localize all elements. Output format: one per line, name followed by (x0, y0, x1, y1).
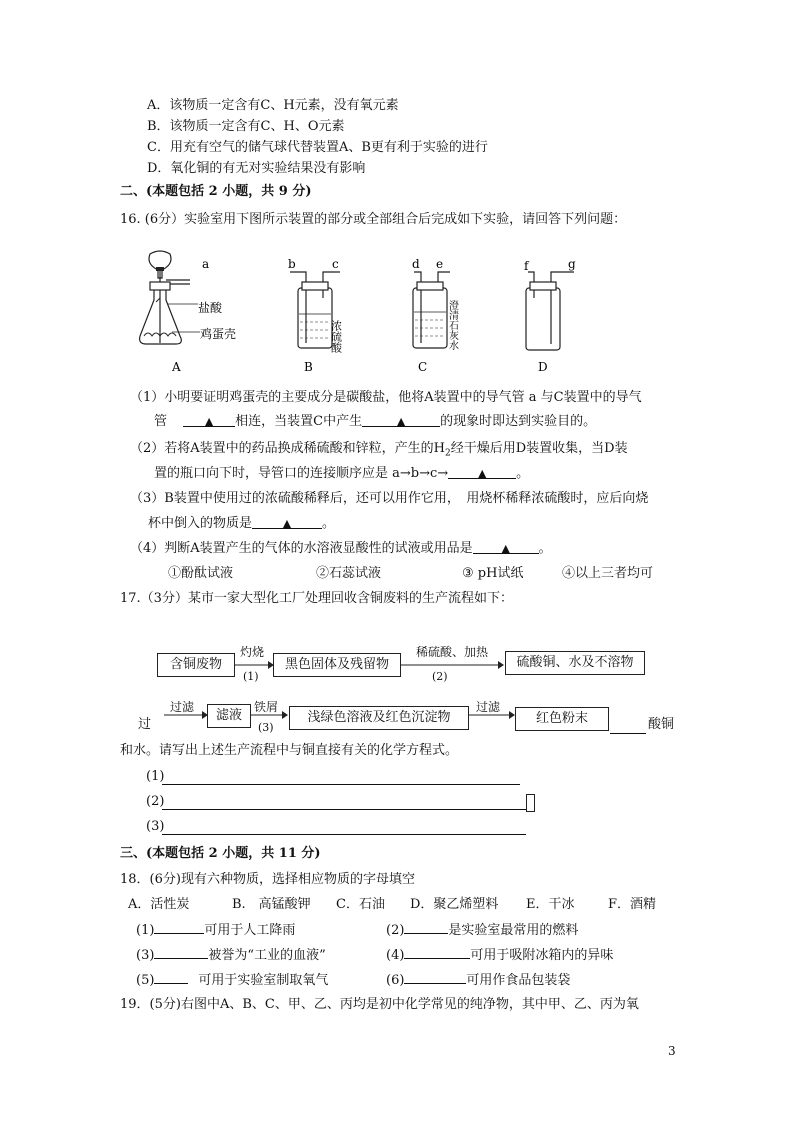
apparatus-b-port-right: c (332, 257, 339, 271)
q18-sub1 (136, 920, 295, 940)
q18-sub3 (136, 945, 326, 965)
q16-part2-text-c: 置的瓶口向下时，导管口的连接顺序应是 a→b→c→ (154, 466, 449, 481)
q16-part3-text: 杯中倒入的物质是 (148, 516, 253, 531)
q18-option-e: E．干冰 (526, 897, 575, 912)
q18-option-a: A．活性炭 (128, 897, 190, 912)
page-number: 3 (668, 1044, 676, 1058)
apparatus-a (140, 251, 200, 344)
q18-sub6 (386, 970, 570, 990)
section2-title: 二、(本题包括 2 小题，共 9 分) (120, 184, 312, 199)
q17-hidden-line-rule (610, 733, 646, 734)
q18-option-f: F．酒精 (608, 897, 657, 912)
triangle-icon: ▲ (282, 517, 292, 530)
q18-option-c: C．石油 (336, 897, 385, 912)
triangle-icon: ▲ (396, 415, 406, 428)
q16-part4-end: 。 (538, 541, 552, 556)
q17-line2: 和水。请写出上述生产流程中与铜直接有关的化学方程式。 (120, 743, 459, 758)
apparatus-d-label: D (538, 360, 548, 374)
q18-sub5-num: (5) (136, 973, 155, 988)
q16-part1-line1: （1）小明要证明鸡蛋壳的主要成分是碳酸盐，他将A装置中的导气管 a 与C装置中的导气 (130, 390, 642, 405)
q16-part1-line2 (154, 413, 596, 431)
triangle-icon: ▲ (204, 415, 214, 428)
flow-box-copper-waste: 含铜废物 (157, 653, 235, 677)
apparatus-c-label: C (418, 360, 428, 374)
apparatus-c-liquid: 澄清石灰水 (446, 300, 458, 350)
apparatus-a-label-hcl: 盐酸 (198, 301, 223, 315)
q18-sub2-text: 是实验室最常用的燃料 (448, 923, 579, 938)
flow-box-black-solid: 黑色固体及残留物 (273, 653, 401, 677)
q16-part3-end: 。 (322, 516, 336, 531)
q19-stem: 19．(5分)右图中A、B、C、甲、乙、丙均是初中化学常见的纯净物，其中甲、乙、丙为氧 (120, 997, 639, 1012)
q18-option-d: D．聚乙烯塑料 (410, 897, 499, 912)
flow-box-filtrate: 滤液 (207, 704, 251, 728)
q16-part4-opt2: ②石蕊试液 (316, 566, 382, 581)
q16-part2-line2 (154, 465, 529, 483)
flow-arrow-4-bottom: (3) (258, 721, 274, 734)
q17-answer3-line[interactable] (162, 834, 526, 835)
apparatus-figure (130, 248, 600, 376)
q16-part2-end: 。 (516, 466, 530, 481)
apparatus-a-label-egg: 鸡蛋壳 (200, 327, 237, 341)
q16-part1-text-c: 的现象时即达到实验目的。 (440, 414, 597, 429)
q15-option-b: B．该物质一定含有C、H、O元素 (147, 119, 345, 134)
q18-sub3-num: (3) (136, 948, 155, 963)
q16-part2-line1 (130, 440, 628, 463)
q16-part4-text: （4）判断A装置产生的气体的水溶液显酸性的试液或用品是 (130, 541, 473, 556)
text-cursor-box (526, 794, 535, 812)
q18-sub2-num: (2) (386, 923, 405, 938)
q18-sub1-text: 可用于人工降雨 (204, 923, 296, 938)
q16-part3-blank[interactable] (252, 515, 322, 529)
q18-sub5 (136, 970, 328, 990)
q18-sub5-text: 可用于实验室制取氧气 (198, 973, 329, 988)
q17-answer1-num: (1) (146, 769, 165, 784)
flow-box-green-solution: 浅绿色溶液及红色沉淀物 (289, 706, 469, 730)
q16-part2-text-a: （2）若将A装置中的药品换成稀硫酸和锌粒，产生的H (130, 441, 445, 456)
flow-arrow-2-bottom: (2) (432, 670, 448, 683)
q18-sub4-text: 可用于吸附冰箱内的异味 (470, 948, 614, 963)
flow-box-copper-sulfate: 硫酸铜、水及不溶物 (505, 651, 645, 675)
q18-sub3-text: 被誉为“工业的血液” (208, 948, 326, 963)
q18-sub4 (386, 945, 613, 965)
q18-sub6-text: 可用作食品包装袋 (466, 973, 571, 988)
triangle-icon: ▲ (501, 542, 510, 555)
q17-stem: 17.（3分）某市一家大型化工厂处理回收含铜废料的生产流程如下： (120, 591, 513, 606)
flow-arrow-1-bottom: (1) (243, 670, 259, 683)
q18-stem: 18．(6分)现有六种物质，选择相应物质的字母填空 (120, 872, 415, 887)
q16-part3-line2 (148, 515, 335, 533)
q16-part2-sub: 2 (445, 448, 451, 459)
q18-sub5-blank[interactable] (154, 970, 188, 984)
q16-part3-line1: （3）B装置中使用过的浓硫酸稀释后，还可以用作它用， 用烧杯稀释浓硫酸时，应后向烧 (130, 491, 649, 506)
q18-option-b: B. 高锰酸钾 (232, 897, 311, 912)
apparatus-d-port-left: f (524, 259, 529, 273)
q17-hidden-line-start: 过 (138, 717, 152, 732)
apparatus-b-port-left: b (288, 257, 296, 271)
q16-part1-blank2[interactable] (362, 413, 440, 427)
q16-part4-opt3: ③ pH试纸 (462, 566, 524, 581)
flow-box-red-powder: 红色粉末 (515, 707, 609, 731)
q18-sub2-blank[interactable] (404, 920, 448, 934)
q17-answer2-line[interactable] (162, 809, 526, 810)
flow-arrow-5-top: 过滤 (476, 700, 501, 714)
section3-title: 三、(本题包括 2 小题，共 11 分) (120, 846, 321, 861)
q17-hidden-line-end: 酸铜 (648, 717, 675, 732)
q15-option-c: C．用充有空气的储气球代替装置A、B更有利于实验的进行 (147, 140, 488, 155)
apparatus-b-liquid: 浓硫酸 (329, 320, 343, 353)
q18-sub6-blank[interactable] (404, 970, 466, 984)
apparatus-d (526, 272, 574, 350)
q15-option-d: D．氧化铜的有无对实验结果没有影响 (147, 161, 366, 176)
q16-part4-opt1: ①酚酞试液 (168, 566, 234, 581)
q16-part2-blank[interactable] (448, 465, 516, 479)
triangle-icon: ▲ (477, 467, 487, 480)
flow-arrow-3-top: 过滤 (170, 700, 195, 714)
q16-part2-text-b: 经干燥后用D装置收集，当D装 (450, 441, 628, 456)
apparatus-d-port-right: g (568, 257, 576, 271)
apparatus-c (413, 272, 450, 348)
q16-part1-text-a: 管 (154, 414, 168, 429)
apparatus-a-label: A (172, 360, 181, 374)
q17-answer1-line[interactable] (162, 784, 520, 785)
q17-answer2-num: (2) (146, 794, 165, 809)
apparatus-c-port-left: d (412, 257, 420, 271)
q18-sub6-num: (6) (386, 973, 405, 988)
q16-part1-text-b: 相连，当装置C中产生 (235, 414, 363, 429)
apparatus-a-port: a (202, 257, 210, 271)
q16-part4-opt4: ④以上三者均可 (562, 566, 654, 581)
q16-part1-blank1[interactable] (183, 413, 235, 427)
q16-part4-blank[interactable] (473, 540, 539, 554)
q15-option-a: A．该物质一定含有C、H元素，没有氧元素 (147, 98, 399, 113)
q18-sub3-blank[interactable] (154, 945, 208, 959)
q18-sub1-num: (1) (136, 923, 155, 938)
apparatus-b-label: B (304, 360, 313, 374)
q18-sub4-num: (4) (386, 948, 405, 963)
q18-sub4-blank[interactable] (404, 945, 470, 959)
q16-stem: 16. (6分）实验室用下图所示装置的部分或全部组合后完成如下实验，请回答下列问题： (120, 212, 627, 227)
q16-part4-line1 (130, 540, 552, 558)
apparatus-c-port-right: e (436, 257, 444, 271)
q18-sub1-blank[interactable] (154, 920, 204, 934)
q17-answer3-num: (3) (146, 819, 165, 834)
flow-arrow-2-top: 稀硫酸、加热 (416, 645, 489, 659)
flow-arrow-1-top: 灼烧 (240, 645, 265, 659)
q18-sub2 (386, 920, 578, 940)
flow-arrow-4-top: 铁屑 (254, 700, 279, 714)
